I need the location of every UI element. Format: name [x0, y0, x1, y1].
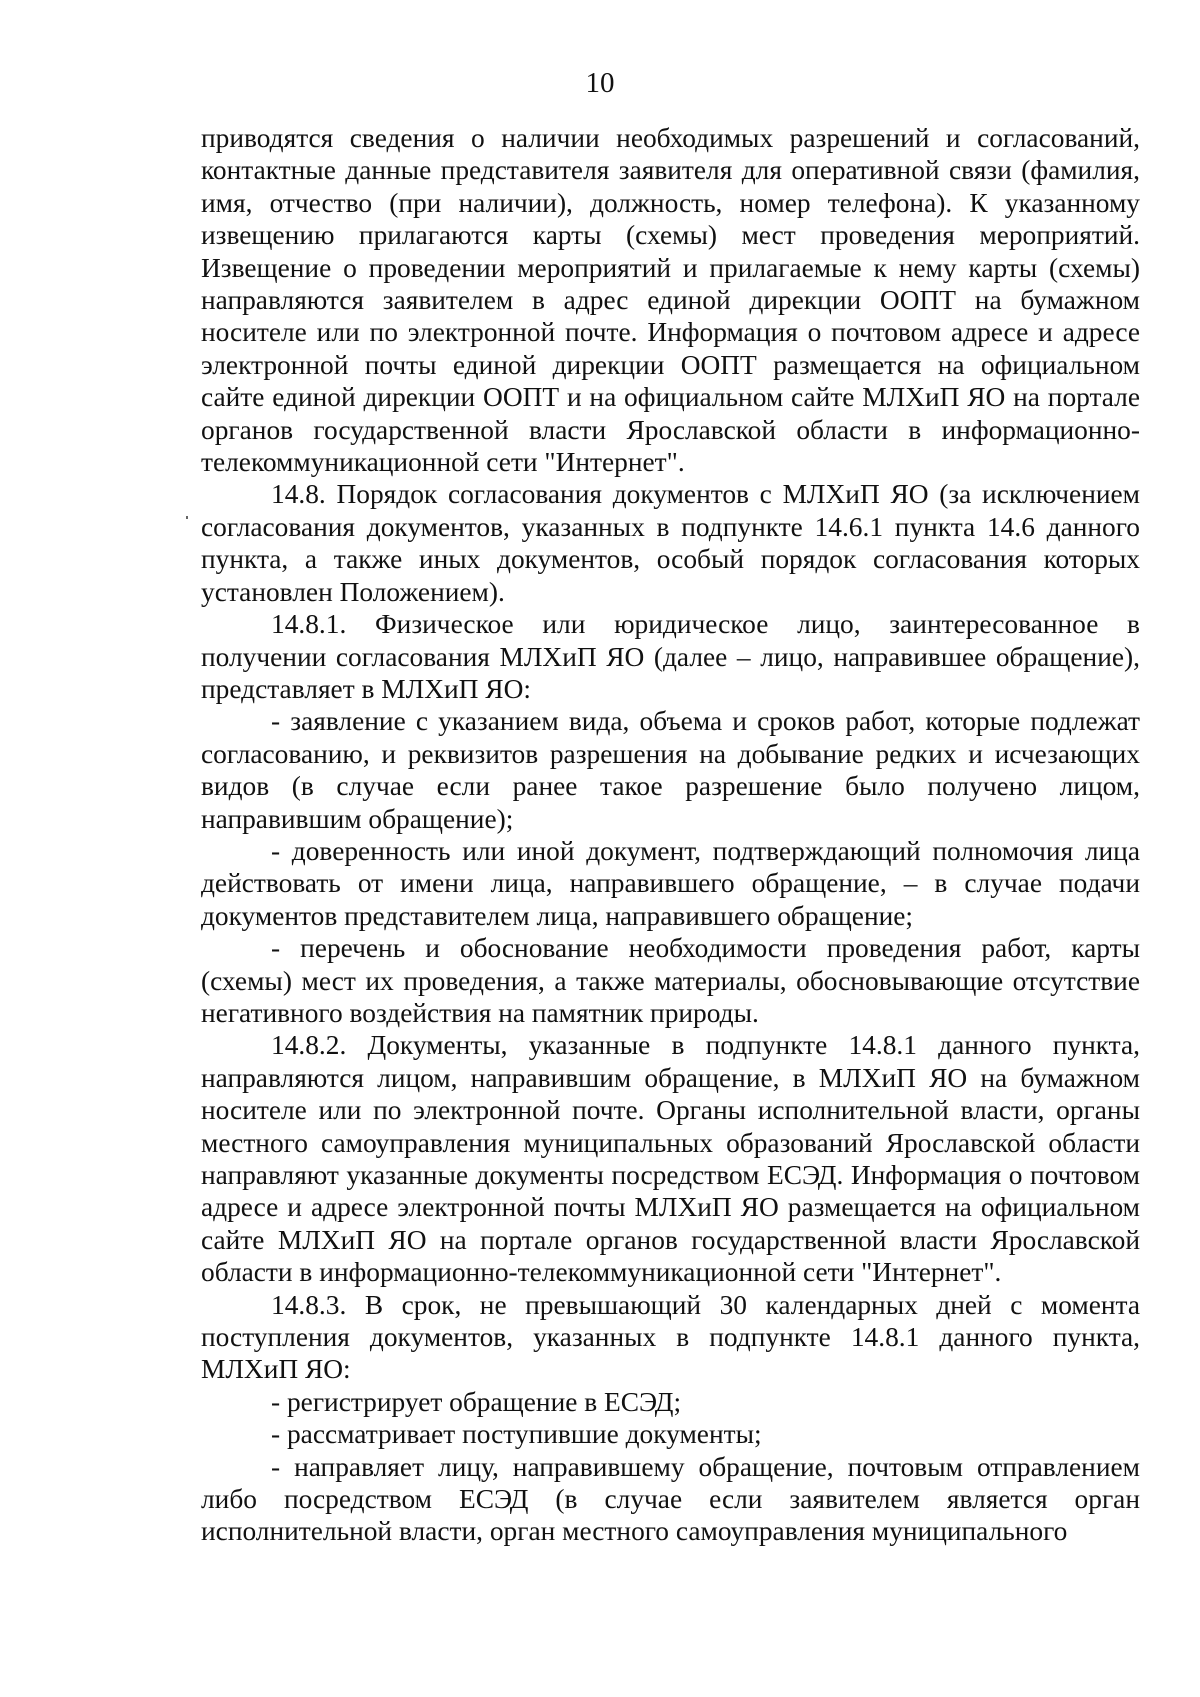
list-item-power-of-attorney: - доверенность или иной документ, подтверждающий полномочия лица действовать от имени лица, направившего обращение, – в случае подачи документов представителем лица, направившего обращение; [201, 835, 1140, 931]
list-item-reviews: - рассматривает поступившие документы; [271, 1419, 762, 1450]
list-item-registers: - регистрирует обращение в ЕСЭД; [271, 1386, 682, 1417]
list-item-application: - заявление с указанием вида, объема и сроков работ, которые подлежат согласованию, и реквизитов разрешения на добывание редких и исчезающих видов (в случае если ранее такое разрешение было получено лицом, направившим обращение); [201, 706, 1140, 834]
page-number: 10 [585, 67, 615, 99]
paragraph-clause-14-8-2: 14.8.2. Документы, указанные в подпункте 14.8.1 данного пункта, направляются лицом, направившим обращение, в МЛХиП ЯО на бумажном носителе или по электронной почте. Органы исполнительной власти, органы местного самоуправления муниципальных образований Ярославской области направляют указанные документы посредством ЕСЭД. Информация о почтовом адресе и адресе электронной почты МЛХиП ЯО размещается на официальном сайте МЛХиП ЯО на портале органов государственной власти Ярославской области в информационно-телекоммуникационной сети "Интернет". [201, 1030, 1140, 1288]
list-item-sends: - направляет лицу, направившему обращение, почтовым отправлением либо посредством ЕСЭД (в случае если заявителем является орган исполнительной власти, орган местного самоуправления муниципального [201, 1451, 1140, 1547]
paragraph-clause-14-8: 14.8. Порядок согласования документов с МЛХиП ЯО (за исключением согласования документов, указанных в подпункте 14.6.1 пункта 14.6 данного пункта, а также иных документов, особый порядок согласования которых установлен Положением). [201, 479, 1140, 607]
scan-speck [186, 516, 188, 519]
paragraph-intro-continuation: приводятся сведения о наличии необходимых разрешений и согласований, контактные данные представителя заявителя для оперативной связи (фамилия, имя, отчество (при наличии), должность, номер телефона). К указанному извещению прилагаются карты (схемы) мест проведения мероприятий. Извещение о проведении мероприятий и прилагаемые к нему карты (схемы) направляются заявителем в адрес единой дирекции ООПТ на бумажном носителе или по электронной почте. Информация о почтовом адресе и адресе электронной почты единой дирекции ООПТ размещается на официальном сайте единой дирекции ООПТ и на официальном сайте МЛХиП ЯО на портале органов государственной власти Ярославской области в информационно-телекоммуникационной сети "Интернет". [201, 123, 1140, 478]
paragraph-clause-14-8-1: 14.8.1. Физическое или юридическое лицо, заинтересованное в получении согласования МЛХиП ЯО (далее – лицо, направившее обращение), представляет в МЛХиП ЯО: [201, 609, 1140, 704]
list-item-justification: - перечень и обоснование необходимости проведения работ, карты (схемы) мест их проведения, а также материалы, обосновывающие отсутствие негативного воздействия на памятник природы. [201, 933, 1140, 1028]
paragraph-clause-14-8-3: 14.8.3. В срок, не превышающий 30 календарных дней с момента поступления документов, указанных в подпункте 14.8.1 данного пункта, МЛХиП ЯО: [201, 1289, 1140, 1385]
document-body [201, 122, 1140, 1548]
